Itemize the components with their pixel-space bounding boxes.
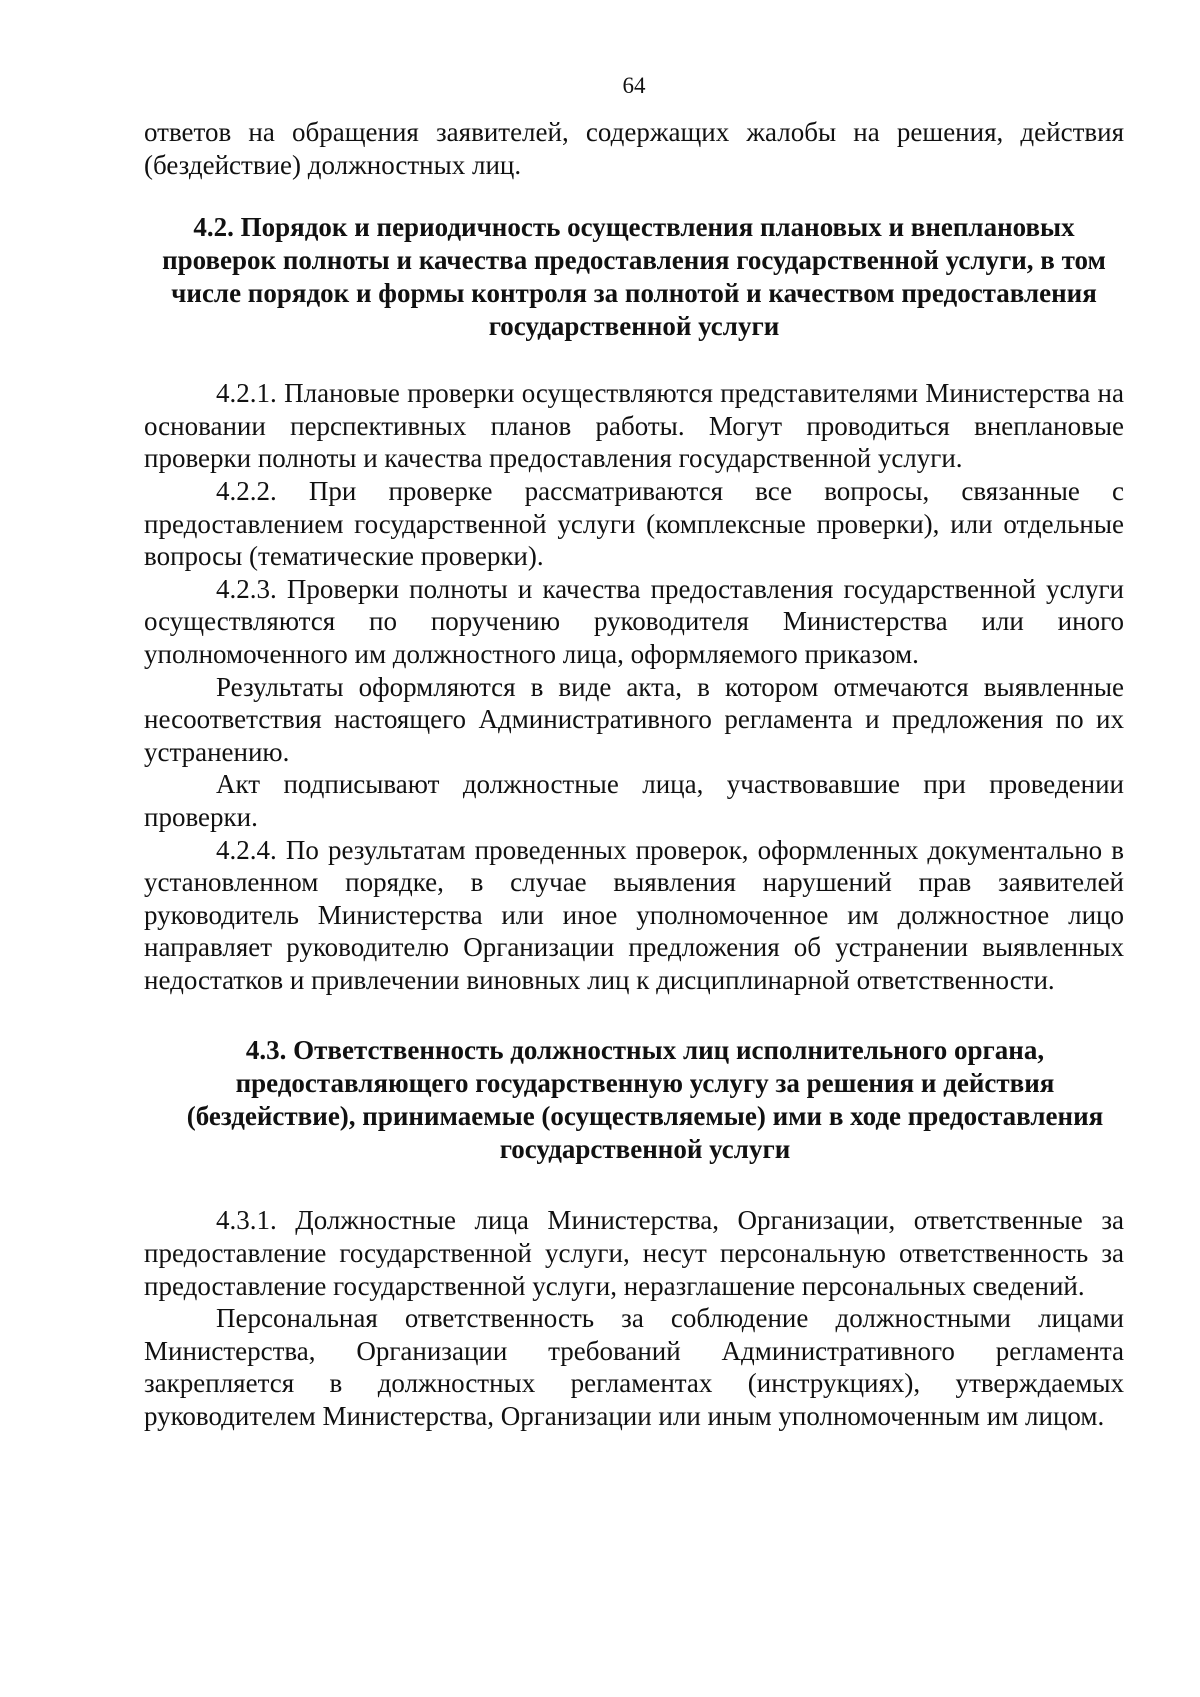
paragraph-4-2-2: 4.2.2. При проверке рассматриваются все вопросы, связанные с предоставлением государственной услуги (комплексные проверки), или отдельные вопросы (тематические проверки). [144,475,1124,572]
paragraph-results: Результаты оформляются в виде акта, в котором отмечаются выявленные несоответствия настоящего Административного регламента и предложения по их устранению. [144,671,1124,767]
paragraph-4-3-1: 4.3.1. Должностные лица Министерства, Организации, ответственные за предоставление государственной услуги, несут персональную ответственность за предоставление государственной услуги, неразглашение персональных сведений. [144,1205,1124,1301]
section-4-2-heading: 4.2. Порядок и периодичность осуществления плановых и внеплановых проверок полноты и качества предоставления государственной услуги, в том числе порядок и формы контроля за полнотой и качеством предоставления государственной услуги [162,212,1106,342]
section-4-3-heading: 4.3. Ответственность должностных лиц исполнительного органа, предоставляющего государственную услугу за решения и действия (бездействие), принимаемые (осуществляемые) ими в ходе предоставления государственной услуги [186,1035,1104,1165]
paragraph-4-2-1: 4.2.1. Плановые проверки осуществляются представителями Министерства на основании перспективных планов работы. Могут проводиться внеплановые проверки полноты и качества предоставления государственной услуги. [144,378,1124,474]
page-number: 64 [622,73,646,98]
paragraph-personal-responsibility: Персональная ответственность за соблюдение должностными лицами Министерства, Организации требований Административного регламента закрепляется в должностных регламентах (инструкциях), утверждаемых руководителем Министерства, Организации или иным уполномоченным им лицом. [144,1303,1124,1432]
intro-paragraph: ответов на обращения заявителей, содержащих жалобы на решения, действия (бездействие) должностных лиц. [144,117,1124,180]
paragraph-4-2-4: 4.2.4. По результатам проведенных проверок, оформленных документально в установленном порядке, в случае выявления нарушений прав заявителей руководитель Министерства или иное уполномоченное им должностное лицо направляет руководителю Организации предложения об устранении выявленных недостатков и привлечении виновных лиц к дисциплинарной ответственности. [144,834,1124,995]
document-page [144,70,1124,1433]
paragraph-act: Акт подписывают должностные лица, участвовавшие при проведении проверки. [144,769,1124,832]
paragraph-4-2-3: 4.2.3. Проверки полноты и качества предоставления государственной услуги осуществляются по поручению руководителя Министерства или иного уполномоченного им должностного лица, оформляемого приказом. [144,573,1124,669]
